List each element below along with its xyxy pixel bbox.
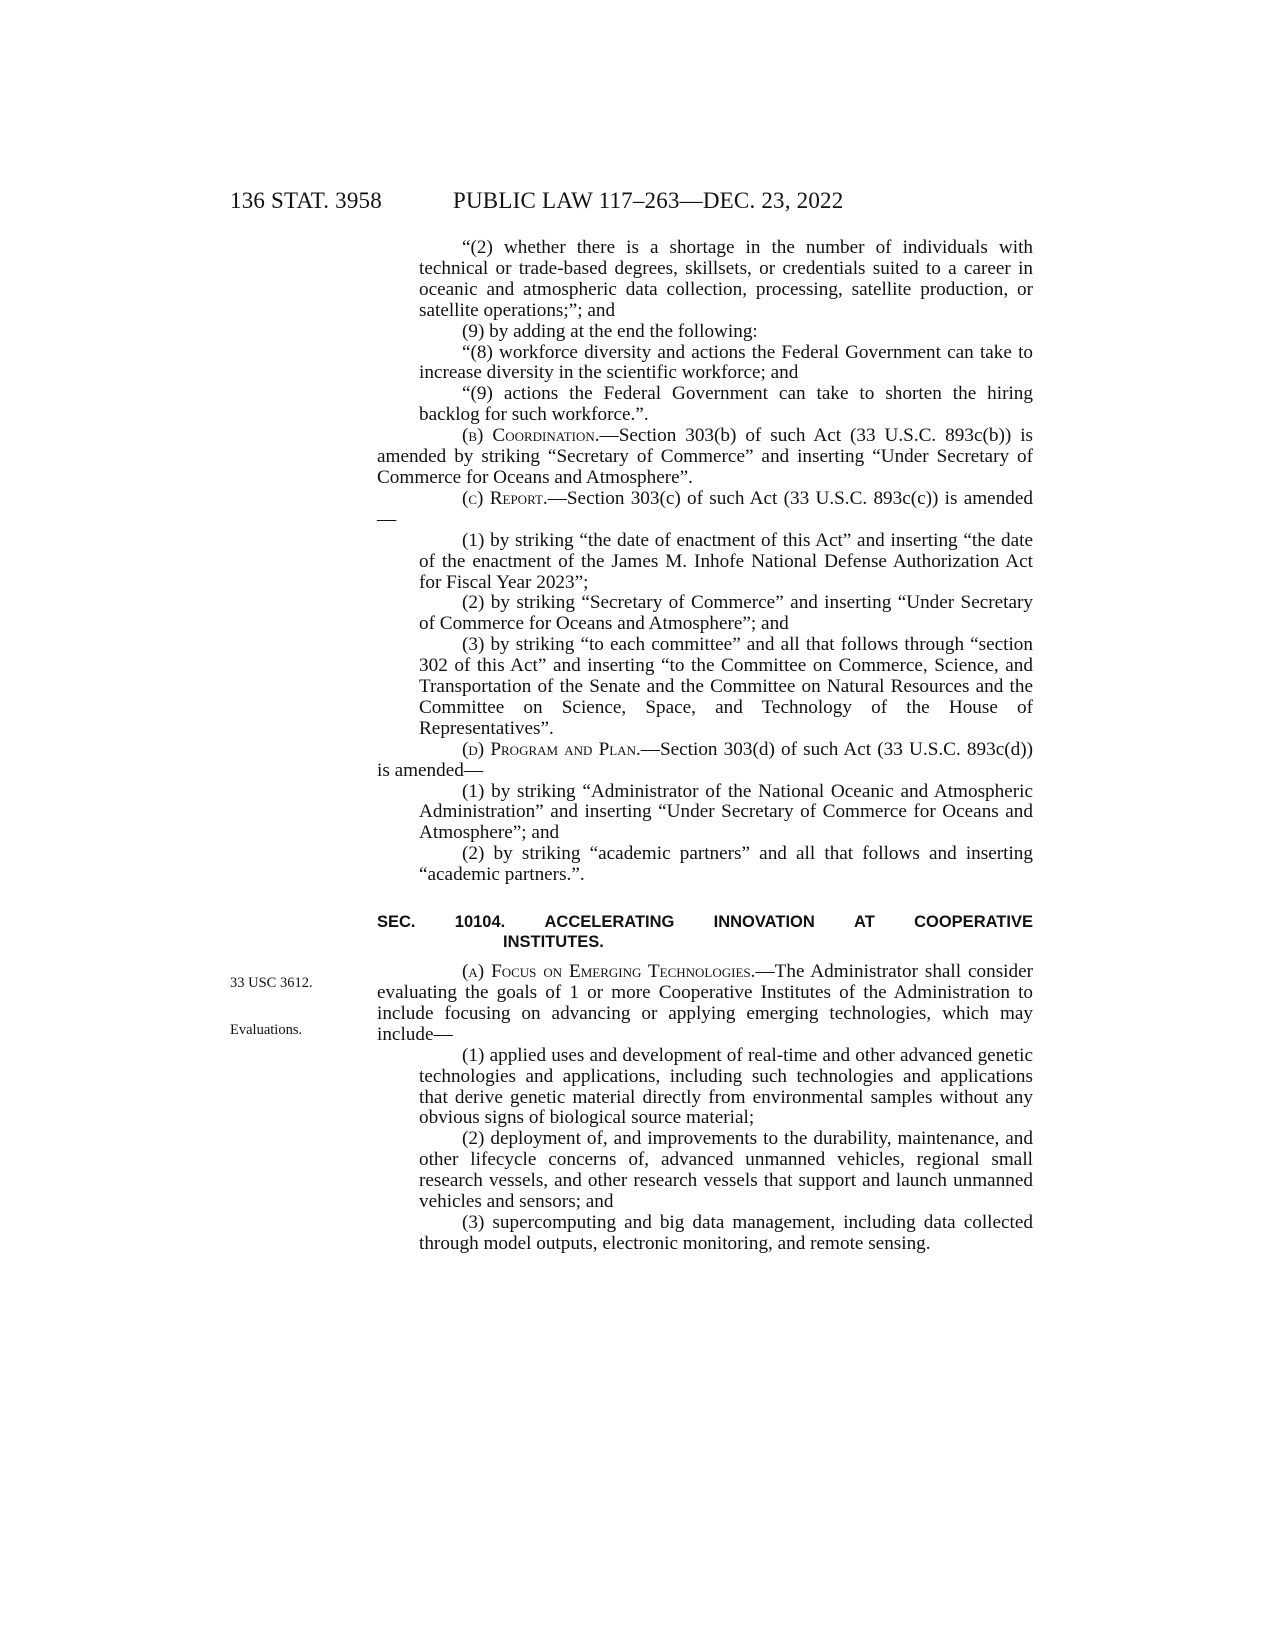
- subsection-text: —Section 303(b) of such Act (33 U.S.C. 893c(b)) is amended by striking “Secretary of Commerce” and inserting “Under Secretary of Commerce for Oceans and Atmosphere”.: [377, 425, 1033, 488]
- subsection-heading: (c) Report.: [462, 487, 548, 509]
- paragraph: (1) by striking “the date of enactment of this Act” and inserting “the date of the enactment of the James M. Inhofe National Defense Authorization Act for Fiscal Year 2023”;: [419, 529, 1033, 593]
- section-word: COOPERATIVE: [914, 913, 1033, 932]
- paragraph: (1) applied uses and development of real-time and other advanced genetic technologies and applications, including such technologies and applications that derive genetic material directly from environmental samples without any obvious signs of biological source material;: [419, 1044, 1033, 1129]
- paragraph-report: [377, 489, 1033, 531]
- paragraph: (9) by adding at the end the following:: [462, 320, 758, 342]
- paragraph-focus-emerging-tech: [377, 962, 1033, 1046]
- document-body: [377, 238, 1033, 1255]
- section-word: AT: [854, 913, 875, 932]
- section-word: INNOVATION: [713, 913, 815, 932]
- section-word: 10104.: [454, 913, 506, 932]
- paragraph: “(8) workforce diversity and actions the Federal Government can take to increase diversity in the scientific workforce; and: [419, 341, 1033, 384]
- section-word: ACCELERATING: [544, 913, 675, 932]
- paragraph-coordination: [377, 426, 1033, 489]
- stat-page-number: 136 STAT. 3958: [230, 188, 382, 213]
- public-law-title: PUBLIC LAW 117–263—DEC. 23, 2022: [453, 188, 844, 213]
- paragraph: (3) supercomputing and big data management, including data collected through model outputs, electronic monitoring, and remote sensing.: [419, 1211, 1033, 1254]
- paragraph: (2) by striking “Secretary of Commerce” and inserting “Under Secretary of Commerce for Oceans and Atmosphere”; and: [419, 592, 1033, 635]
- section-word: SEC.: [377, 913, 416, 932]
- subsection-text: —Section 303(d) of such Act (33 U.S.C. 893c(d)) is amended—: [377, 738, 1033, 781]
- paragraph: (2) by striking “academic partners” and all that follows and inserting “academic partners.”.: [419, 843, 1033, 886]
- paragraph: “(9) actions the Federal Government can take to shorten the hiring backlog for such workforce.”.: [419, 383, 1033, 426]
- subsection-text: —Section 303(c) of such Act (33 U.S.C. 893c(c)) is amended—: [377, 487, 1033, 530]
- paragraph: (2) deployment of, and improvements to the durability, maintenance, and other lifecycle concerns of, advanced unmanned vehicles, regional small research vessels, and other research vessels that support and launch unmanned vehicles and sensors; and: [419, 1128, 1033, 1213]
- margin-note-usc: 33 USC 3612.: [230, 975, 313, 991]
- page-header: [0, 188, 1275, 220]
- section-heading-continued: INSTITUTES.: [503, 933, 604, 952]
- paragraph: (3) by striking “to each committee” and all that follows through “section 302 of this Act” and inserting “to the Committee on Commerce, Science, and Transportation of the Senate and the Committee on Natural Resources and the Committee on Science, Space, and Technology of the House of Representatives”.: [419, 634, 1033, 739]
- paragraph: “(2) whether there is a shortage in the number of individuals with technical or trade-based degrees, skillsets, or credentials suited to a career in oceanic and atmospheric data collection, processing, satellite production, or satellite operations;”; and: [419, 237, 1033, 321]
- paragraph-program-and-plan: [377, 740, 1033, 782]
- subsection-heading: (d) Program and Plan.: [462, 738, 641, 760]
- subsection-heading: (b) Coordination.: [462, 425, 600, 447]
- margin-note-evaluations: Evaluations.: [230, 1022, 303, 1038]
- section-heading: [377, 912, 1033, 952]
- subsection-heading: (a) Focus on Emerging Technologies.: [462, 961, 756, 983]
- paragraph: (1) by striking “Administrator of the National Oceanic and Atmospheric Administration” and inserting “Under Secretary of Commerce for Oceans and Atmosphere”; and: [419, 780, 1033, 844]
- subsection-text: —The Administrator shall consider evaluating the goals of 1 or more Cooperative Institutes of the Administration to include focusing on advancing or applying emerging technologies, which may include—: [377, 961, 1033, 1045]
